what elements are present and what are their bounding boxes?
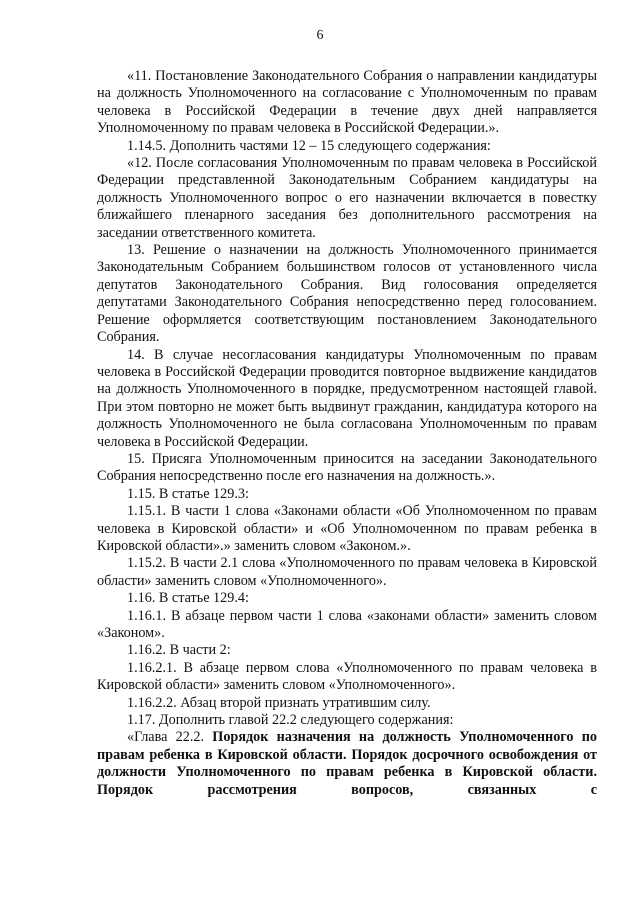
chapter-prefix: «Глава 22.2. (127, 729, 213, 746)
paragraph-15: 15. Присяга Уполномоченным приносится на заседании Законодательного Собрания непосредственно после его назначения на должность.». (97, 450, 597, 485)
paragraph-1-17: 1.17. Дополнить главой 22.2 следующего содержания: (127, 712, 454, 729)
paragraph-1-16: 1.16. В статье 129.4: (127, 590, 249, 607)
paragraph-1-15-1: 1.15.1. В части 1 слова «Законами области «Об Уполномоченном по правам человека в Кировской области» и «Об Уполномоченном по правам ребенка в Кировской области».» заменить словом «Законом.». (97, 503, 597, 554)
page-number: 6 (316, 28, 324, 43)
paragraph-13: 13. Решение о назначении на должность Уполномоченного принимается Законодательным Собранием большинством голосов от установленного числа депутатов Законодательного Собрания. Вид голосования определяется депутатами Законодательного Собрания непосредственно перед голосованием. Решение оформляется соответствующим постановлением Законодательного Собрания. (97, 242, 597, 346)
paragraph-1-15: 1.15. В статье 129.3: (127, 485, 249, 502)
paragraph-1-16-2-1: 1.16.2.1. В абзаце первом слова «Уполномоченного по правам человека в Кировской области» заменить словом «Уполномоченного». (97, 659, 597, 694)
paragraph-1-15-2: 1.15.2. В части 2.1 слова «Уполномоченного по правам человека в Кировской области» заменить словом «Уполномоченного». (97, 555, 597, 589)
paragraph-1-16-1: 1.16.1. В абзаце первом части 1 слова «законами области» заменить словом «Законом». (97, 607, 597, 641)
paragraph-12: «12. После согласования Уполномоченным по правам человека в Российской Федерации представленной Законодательным Собранием кандидатуры на должность Уполномоченного вопрос о его назначении включается в повестку ближайшего пленарного заседания без дополнительного рассмотрения на заседании ответственного комитета. (97, 155, 597, 241)
paragraph-11: «11. Постановление Законодательного Собрания о направлении кандидатуры на должность Уполномоченного на согласование с Уполномоченным по правам человека в Российской Федерации в течение двух дней направляется Уполномоченному по правам человека в Российской Федерации.». (97, 68, 597, 137)
paragraph-1-16-2-2: 1.16.2.2. Абзац второй признать утратившим силу. (127, 694, 431, 711)
document-body (97, 68, 597, 799)
chapter-heading (97, 729, 597, 799)
chapter-title: Порядок назначения на должность Уполномоченного по правам ребенка в Кировской области. Порядок досрочного освобождения от должности Уполномоченного по правам ребенка в Кировской области. Порядок рассмотрения вопросов, связанных с (97, 729, 597, 798)
paragraph-1-14-5: 1.14.5. Дополнить частями 12 – 15 следующего содержания: (127, 137, 491, 154)
paragraph-14: 14. В случае несогласования кандидатуры Уполномоченным по правам человека в Российской Федерации проводится повторное выдвижение кандидатов на должность Уполномоченного в порядке, предусмотренном настоящей главой. При этом повторно не может быть выдвинут гражданин, кандидатура которого на должность Уполномоченного не была согласована Уполномоченным по правам человека в Российской Федерации. (97, 346, 597, 450)
paragraph-1-16-2: 1.16.2. В части 2: (127, 642, 231, 659)
